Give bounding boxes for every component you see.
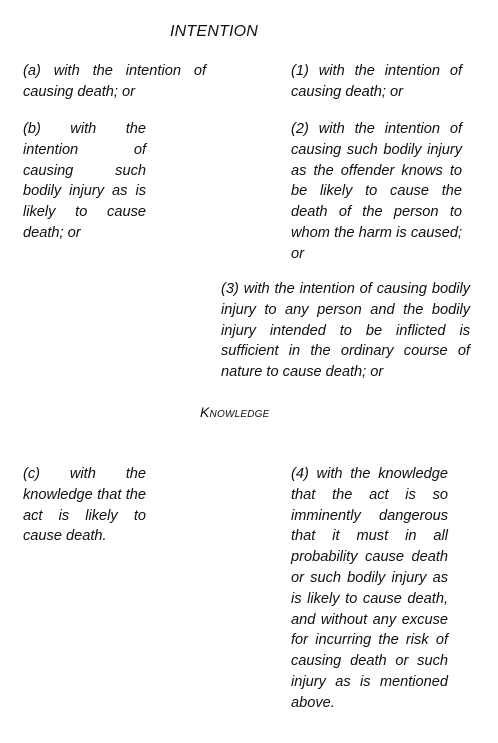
knowledge-heading: Knowledge [200,404,270,420]
clause-b: (b) with the intention of causing such bodily injury as is likely to cause death; or [23,121,146,241]
intention-heading: INTENTION [170,23,259,40]
clause-c: (c) with the knowledge that the act is likely to cause death. [23,466,146,545]
clause-3: (3) with the intention of causing bodily injury to any person and the bodily injury intended to be inflicted is sufficient in the ordinary course of nature to cause death; or [221,281,470,381]
clause-4: (4) with the knowledge that the act is so imminently dangerous that it must in all probability cause death or such bodily injury as is likely to cause death, and without any excuse for incurring the risk of causing death or such injury as is mentioned above. [291,466,448,711]
clause-1: (1) with the intention of causing death; or [291,63,462,100]
clause-2: (2) with the intention of causing such bodily injury as the offender knows to be likely to cause the death of the person to whom the harm is caused; or [291,121,462,262]
clause-a: (a) with the intention of causing death; or [23,63,206,100]
